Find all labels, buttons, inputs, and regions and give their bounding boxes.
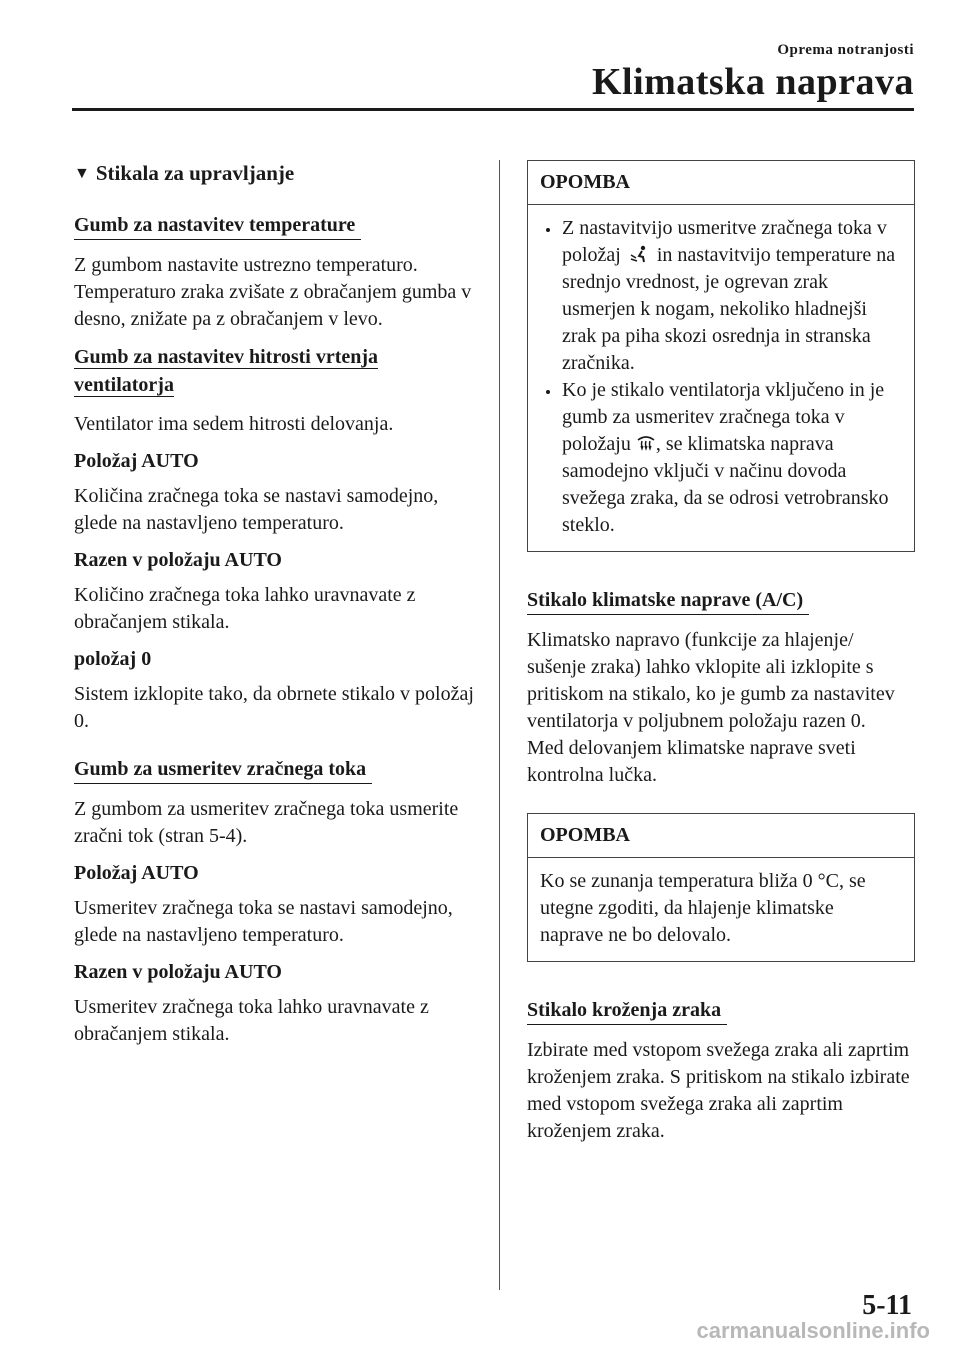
fan-zero-text: Sistem izklopite tako, da obrnete stikalo v položaj 0.	[74, 683, 474, 732]
watermark: carmanualsonline.info	[696, 1318, 930, 1343]
fan-auto-text: Količina zračnega toka se nastavi samodejno, glede na nastavljeno temperaturo.	[74, 485, 439, 534]
note-body: Ko se zunanja temperatura bliža 0 °C, se utegne zgoditi, da hlajenje klimatske naprave ne bo delovalo.	[540, 870, 866, 946]
direction-range-heading: Razen v položaju AUTO	[74, 961, 282, 983]
direction-knob-heading: Gumb za usmeritev zračnega toka	[74, 755, 372, 784]
column-divider	[499, 160, 500, 1290]
fan-knob-text: Ventilator ima sedem hitrosti delovanja.	[74, 413, 394, 435]
note-body	[528, 205, 914, 551]
right-column	[527, 160, 915, 1155]
note-item: Ko je stikalo ventilatorja vključeno in je gumb za usmeritev zračnega toka v položaju , se klimatska naprava samodejno vključi v načinu dovoda svežega zraka, da se odrosi vetrobransko steklo.	[540, 377, 902, 539]
recirc-switch-heading: Stikalo kroženja zraka	[527, 996, 727, 1025]
page-header-title: Klimatska naprava	[591, 61, 914, 103]
direction-range-text: Usmeritev zračnega toka lahko uravnavate z obračanjem stikala.	[74, 996, 429, 1045]
fan-auto-heading: Položaj AUTO	[74, 450, 199, 472]
feet-airflow-icon	[629, 245, 649, 263]
triangle-bullet-icon: ▼	[74, 165, 90, 182]
note-box-2	[527, 813, 915, 962]
note-title: OPOMBA	[528, 161, 914, 205]
fan-range-heading: Razen v položaju AUTO	[74, 549, 282, 571]
note-title: OPOMBA	[528, 814, 914, 858]
temp-knob-text: Z gumbom nastavite ustrezno temperaturo. Temperaturo zraka zvišate z obračanjem gumba v desno, znižate pa z obračanjem v levo.	[74, 254, 472, 330]
ac-switch-text-2: Med delovanjem klimatske naprave sveti kontrolna lučka.	[527, 737, 856, 786]
section-title: ▼ Stikala za upravljanje	[74, 161, 295, 185]
fan-knob-heading: Gumb za nastavitev hitrosti vrtenja ventilatorja	[74, 346, 379, 396]
fan-zero-heading: položaj 0	[74, 648, 152, 670]
recirc-switch-text: Izbirate med vstopom svežega zraka ali zaprtim kroženjem zraka. S pritiskom na stikalo izbirate med vstopom svežega zraka ali zaprtim kroženjem zraka.	[527, 1039, 910, 1142]
ac-switch-heading: Stikalo klimatske naprave (A/C)	[527, 586, 809, 615]
fan-range-text: Količino zračnega toka lahko uravnavate z obračanjem stikala.	[74, 584, 416, 633]
direction-auto-heading: Položaj AUTO	[74, 862, 199, 884]
note-item: Z nastavitvijo usmeritve zračnega toka v položaj in nastavitvijo temperature na srednjo vrednost, je ogrevan zrak usmerjen k nogam, nekoliko hladnejši zrak pa piha skozi osrednja in stranska zračnika.	[540, 215, 902, 377]
ac-switch-text: Klimatsko napravo (funkcije za hlajenje/ sušenje zraka) lahko vklopite ali izklopite s pritiskom na stikalo, ko je gumb za nastavitev ventilatorja v poljubnem položaju razen 0.	[527, 629, 895, 732]
page-header-section: Oprema notranjosti	[777, 42, 914, 58]
header-rule	[72, 108, 914, 111]
direction-knob-text: Z gumbom za usmeritev zračnega toka usmerite zračni tok (stran 5-4).	[74, 798, 459, 847]
direction-auto-text: Usmeritev zračnega toka se nastavi samodejno, glede na nastavljeno temperaturo.	[74, 897, 453, 946]
left-column	[74, 160, 474, 1058]
temp-knob-heading: Gumb za nastavitev temperature	[74, 211, 361, 240]
defroster-icon	[637, 435, 655, 451]
page-number: 5-11	[862, 1290, 912, 1321]
note-box-1	[527, 160, 915, 552]
